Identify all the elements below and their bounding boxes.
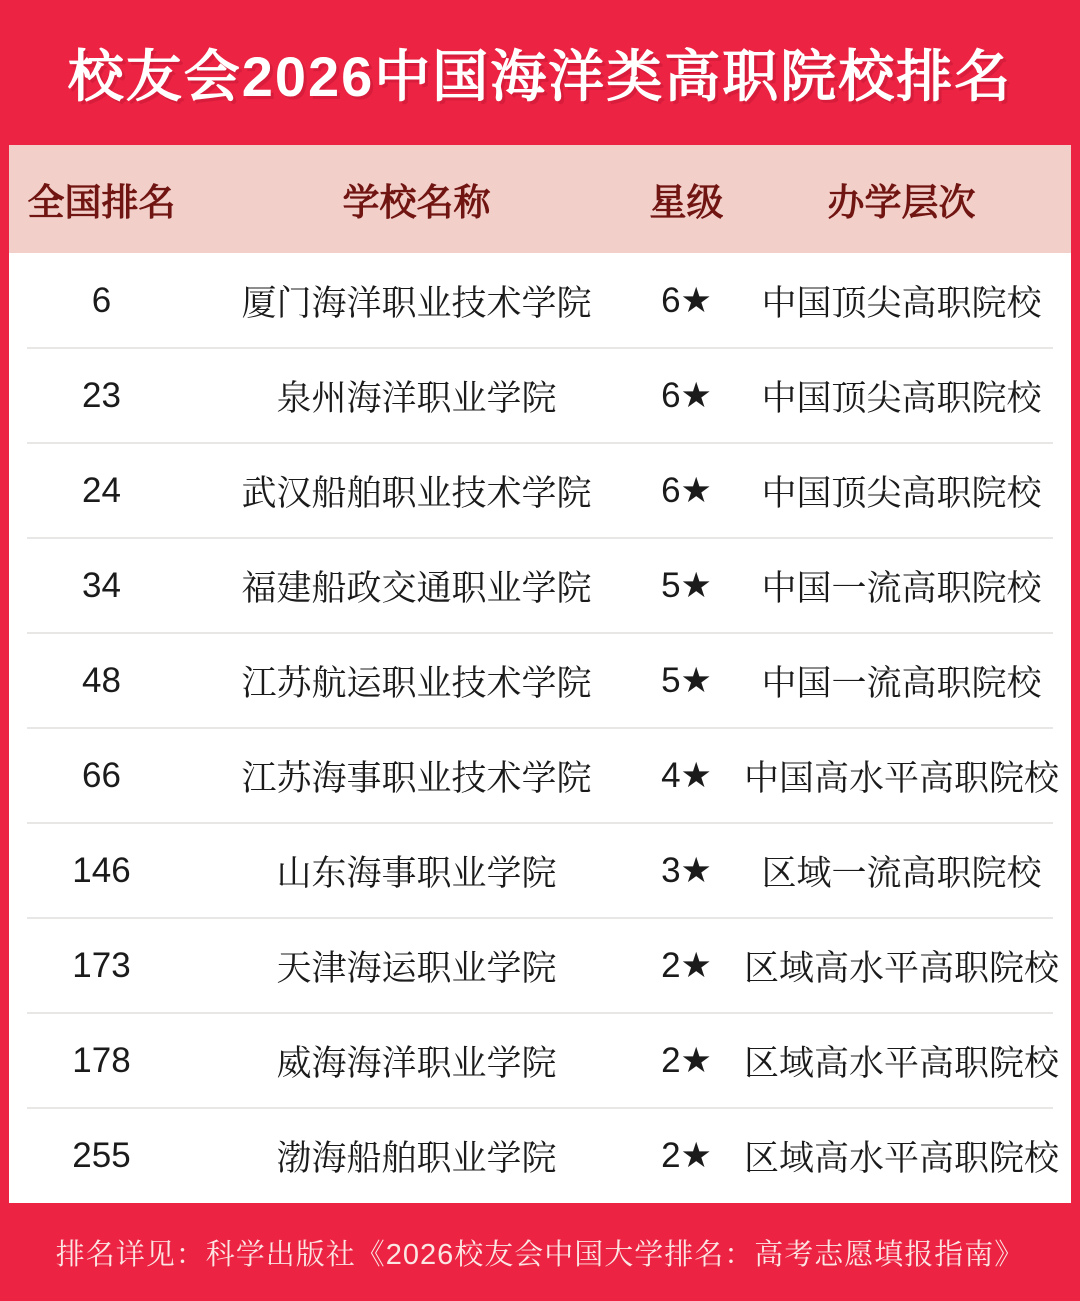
level-cell: 中国顶尖高职院校 [761, 378, 1042, 418]
rank-cell: 6 [91, 280, 112, 320]
star-cell: 6★ [661, 280, 712, 320]
column-header-level: 办学层次 [827, 182, 976, 223]
school-cell: 威海海洋职业学院 [276, 1043, 557, 1083]
level-cell: 中国顶尖高职院校 [761, 473, 1042, 513]
column-header-star: 星级 [649, 182, 724, 223]
rank-cell: 48 [82, 660, 121, 700]
level-cell: 区域高水平高职院校 [743, 1138, 1059, 1178]
level-cell: 中国一流高职院校 [761, 663, 1042, 703]
level-cell: 中国一流高职院校 [761, 568, 1042, 608]
school-cell: 渤海船舶职业学院 [276, 1138, 557, 1178]
star-cell: 2★ [661, 945, 712, 985]
column-header-school: 学校名称 [342, 182, 491, 223]
table-body [9, 253, 1071, 1203]
rank-cell: 255 [72, 1135, 131, 1175]
table-header-row [9, 145, 1071, 253]
table-row [9, 918, 1071, 1013]
school-cell: 福建船政交通职业学院 [241, 568, 592, 608]
school-cell: 江苏海事职业技术学院 [241, 758, 592, 798]
star-cell: 4★ [661, 755, 712, 795]
school-cell: 厦门海洋职业技术学院 [241, 283, 592, 323]
school-cell: 泉州海洋职业学院 [276, 378, 557, 418]
table-row [9, 443, 1071, 538]
level-cell: 中国高水平高职院校 [743, 758, 1059, 798]
table-row [9, 1013, 1071, 1108]
star-cell: 3★ [661, 850, 712, 890]
ranking-table [9, 145, 1071, 1203]
table-row [9, 1108, 1071, 1203]
rank-cell: 178 [72, 1040, 131, 1080]
star-cell: 6★ [661, 375, 712, 415]
table-row [9, 538, 1071, 633]
column-header-rank: 全国排名 [27, 182, 176, 223]
star-cell: 5★ [661, 660, 712, 700]
table-row [9, 348, 1071, 443]
star-cell: 2★ [661, 1040, 712, 1080]
school-cell: 天津海运职业学院 [276, 948, 557, 988]
star-cell: 2★ [661, 1135, 712, 1175]
level-cell: 区域一流高职院校 [761, 853, 1042, 893]
level-cell: 中国顶尖高职院校 [761, 283, 1042, 323]
school-cell: 山东海事职业学院 [276, 853, 557, 893]
rank-cell: 173 [72, 945, 131, 985]
table-row [9, 823, 1071, 918]
rank-cell: 66 [82, 755, 121, 795]
rank-cell: 146 [72, 850, 131, 890]
level-cell: 区域高水平高职院校 [743, 948, 1059, 988]
page-title: 校友会2026中国海洋类高职院校排名 [67, 44, 1013, 108]
footer-note: 排名详见：科学出版社《2026校友会中国大学排名：高考志愿填报指南》 [55, 1238, 1025, 1271]
star-cell: 6★ [661, 470, 712, 510]
school-cell: 江苏航运职业技术学院 [241, 663, 592, 703]
level-cell: 区域高水平高职院校 [743, 1043, 1059, 1083]
footer-bar [0, 1203, 1080, 1301]
star-cell: 5★ [661, 565, 712, 605]
table-row [9, 633, 1071, 728]
rank-cell: 23 [82, 375, 121, 415]
rank-cell: 24 [82, 470, 121, 510]
school-cell: 武汉船舶职业技术学院 [241, 473, 592, 513]
rank-cell: 34 [82, 565, 121, 605]
table-row [9, 253, 1071, 348]
table-row [9, 728, 1071, 823]
title-bar [0, 0, 1080, 145]
